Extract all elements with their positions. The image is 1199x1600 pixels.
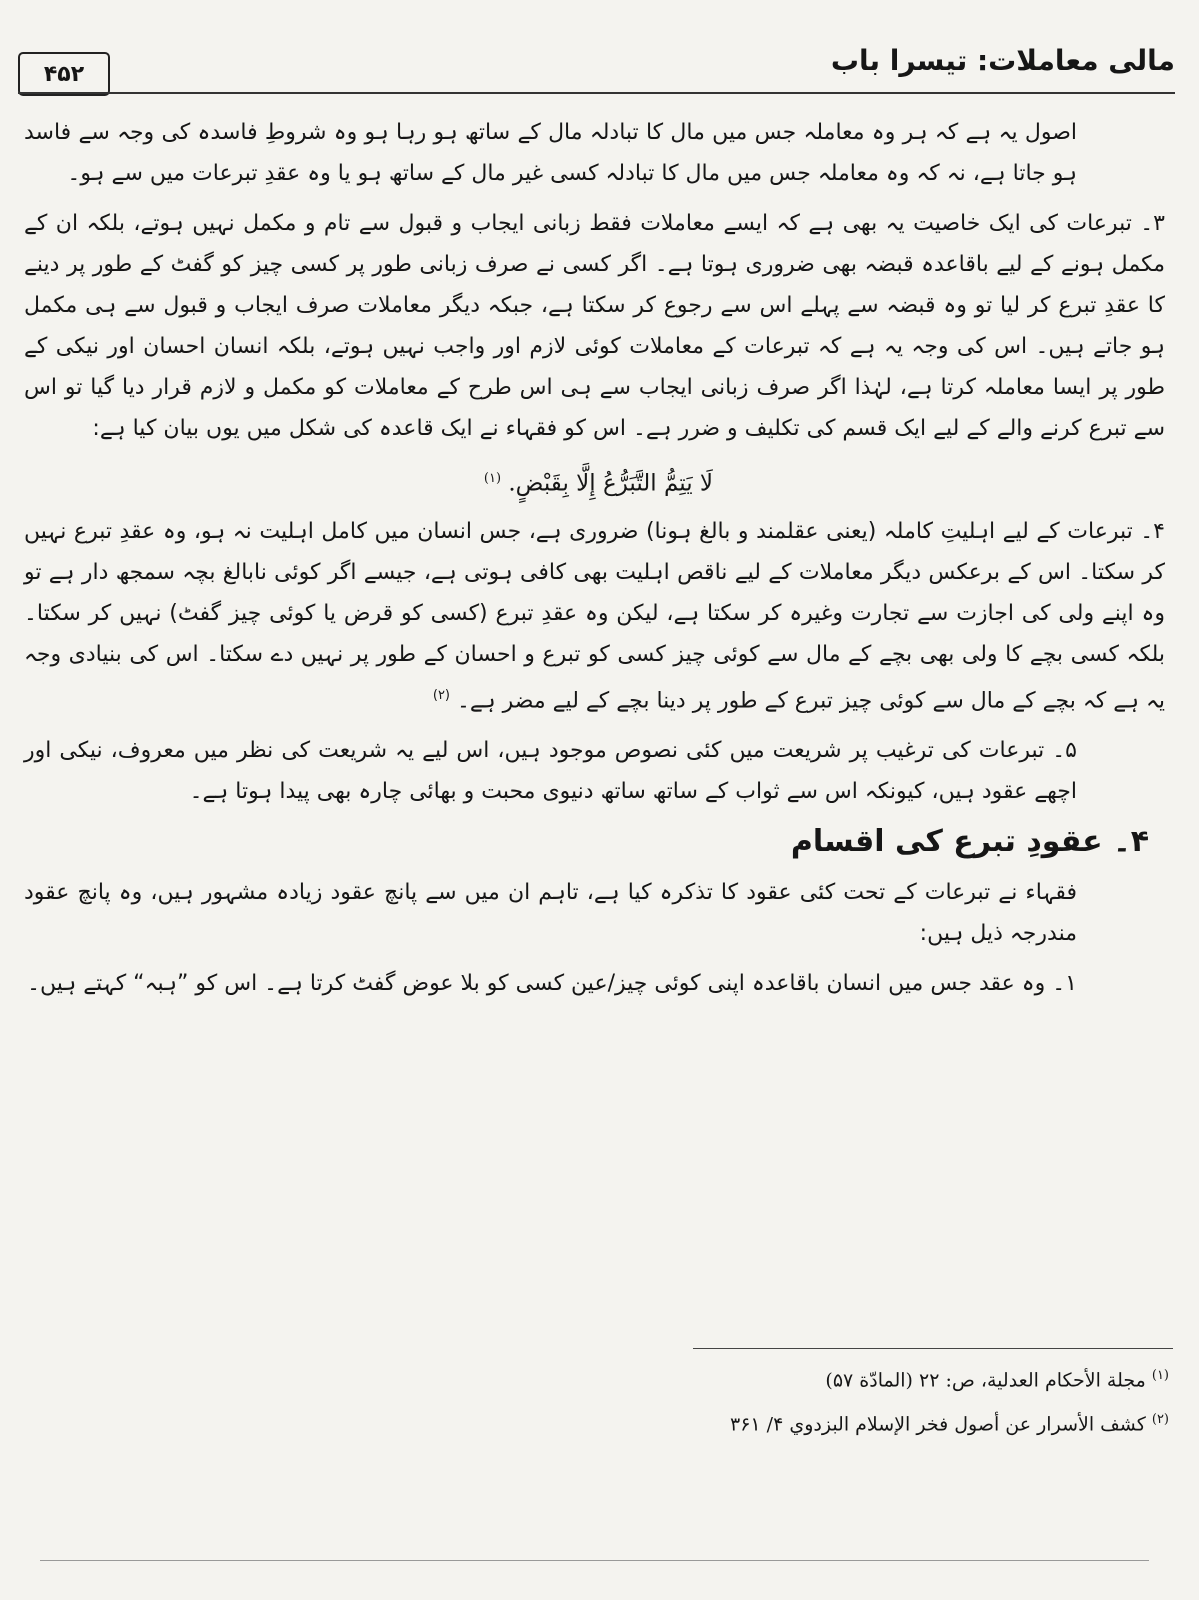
- footnote-1: [30, 1356, 1169, 1400]
- page-bottom-edge: [40, 1560, 1149, 1561]
- arabic-legal-maxim: [24, 458, 1173, 505]
- footnote-divider: [693, 1348, 1173, 1349]
- header-divider: [18, 92, 1175, 94]
- footnote-2-marker: (۲): [1151, 1412, 1169, 1428]
- maxim-text: لَا يَتِمُّ التَّبَرُّعُ إِلَّا بِقَبْضٍ.: [508, 470, 714, 497]
- footnote-1-text: مجلة الأحكام العدلية، ص: ۲۲ (المادّة ۵۷): [825, 1369, 1146, 1392]
- paragraph-point-3: ۳۔ تبرعات کی ایک خاصیت یہ بھی ہے کہ ایسے معاملات فقط زبانی ایجاب و قبول سے تام و مکمل نہیں ہوتے، بلکہ ان کے مکمل ہونے کے لیے باقاعدہ قبضہ بھی ضروری ہوتا ہے۔ اگر کسی نے صرف زبانی طور پر کسی چیز کو گفٹ کے طور پر دینے کا عقدِ تبرع کر لیا تو وہ قبضہ سے پہلے اس سے رجوع کر سکتا ہے، جبکہ دیگر معاملات صرف ایجاب و قبول سے ہی مکمل ہو جاتے ہیں۔ اس کی وجہ یہ ہے کہ تبرعات کے معاملات کوئی لازم اور واجب نہیں ہوتے، بلکہ انسان احسان اور نیکی کے طور پر ایسا معاملہ کرتا ہے، لہٰذا اگر صرف زبانی ایجاب سے ہی اس طرح کے معاملات کو مکمل و لازم قرار دیا گیا تو اس سے تبرع کرنے والے کے لیے ایک قسم کی تکلیف و ضرر ہے۔ اس کو فقہاء نے ایک قاعدہ کی شکل میں یوں بیان کیا ہے:: [24, 211, 1165, 441]
- point-4-text: ۴۔ تبرعات کے لیے اہلیتِ کاملہ (یعنی عقلمند و بالغ ہونا) ضروری ہے، جس انسان میں کامل اہلیت نہ ہو، وہ عقدِ تبرع نہیں کر سکتا۔ اس کے برعکس دیگر معاملات کے لیے ناقص اہلیت بھی کافی ہوتی ہے، جیسے اگر کوئی نابالغ بچہ سمجھ دار ہے تو وہ اپنے ولی کی اجازت سے تجارت وغیرہ کر سکتا ہے، لیکن وہ عقدِ تبرع (کسی کو قرض یا کوئی چیز گفٹ) نہیں کر سکتا۔ بلکہ کسی بچے کا ولی بھی بچے کے مال سے کوئی چیز کسی کو تبرع و احسان کے طور پر نہیں دے سکتا۔ اس کی بنیادی وجہ یہ ہے کہ بچے کے مال سے کوئی چیز تبرع کے طور پر دینا بچے کے لیے مضر ہے۔: [24, 518, 1165, 713]
- footnote-2: [30, 1400, 1169, 1444]
- paragraph-contract-types: فقہاء نے تبرعات کے تحت کئی عقود کا تذکرہ کیا ہے، تاہم ان میں سے پانچ عقود زیادہ مشہور ہیں، وہ پانچ عقود مندرجہ ذیل ہیں:: [24, 879, 1077, 946]
- footnote-ref-1: (۱): [483, 471, 502, 486]
- main-text: [24, 112, 1173, 1013]
- footnotes: [30, 1356, 1169, 1445]
- section-heading: ۴۔ عقودِ تبرع کی اقسام: [790, 823, 1149, 859]
- footnote-ref-2: (۲): [432, 687, 450, 703]
- paragraph-point-5: ۵۔ تبرعات کی ترغیب پر شریعت میں کئی نصوص موجود ہیں، اس لیے یہ شریعت کی نظر میں معروف، نیکی اور اچھے عقود ہیں، کیونکہ اس سے ثواب کے ساتھ ساتھ دنیوی محبت و بھائی چارہ بھی پیدا ہوتا ہے۔: [24, 737, 1077, 804]
- page-number: ۴۵۲: [18, 52, 110, 96]
- paragraph-principle: اصول یہ ہے کہ ہر وہ معاملہ جس میں مال کا تبادلہ مال کے ساتھ ہو رہا ہو وہ شروطِ فاسدہ کی وجہ سے فاسد ہو جاتا ہے، نہ کہ وہ معاملہ جس میں مال کا تبادلہ کسی غیر مال کے ساتھ ہو یا وہ عقدِ تبرعات میں سے ہو۔: [24, 120, 1077, 186]
- footnote-1-marker: (۱): [1151, 1368, 1169, 1383]
- footnote-2-text: كشف الأسرار عن أصول فخر الإسلام البزدوي ۴/ ۳۶۱: [730, 1413, 1146, 1436]
- paragraph-hiba: ۱۔ وہ عقد جس میں انسان باقاعدہ اپنی کوئی چیز/عین کسی کو بلا عوض گفٹ کرتا ہے۔ اس کو ”ہبہ“ کہتے ہیں۔: [27, 970, 1077, 996]
- running-header: مالی معاملات: تیسرا باب: [830, 44, 1175, 77]
- paragraph-point-4: [24, 511, 1173, 721]
